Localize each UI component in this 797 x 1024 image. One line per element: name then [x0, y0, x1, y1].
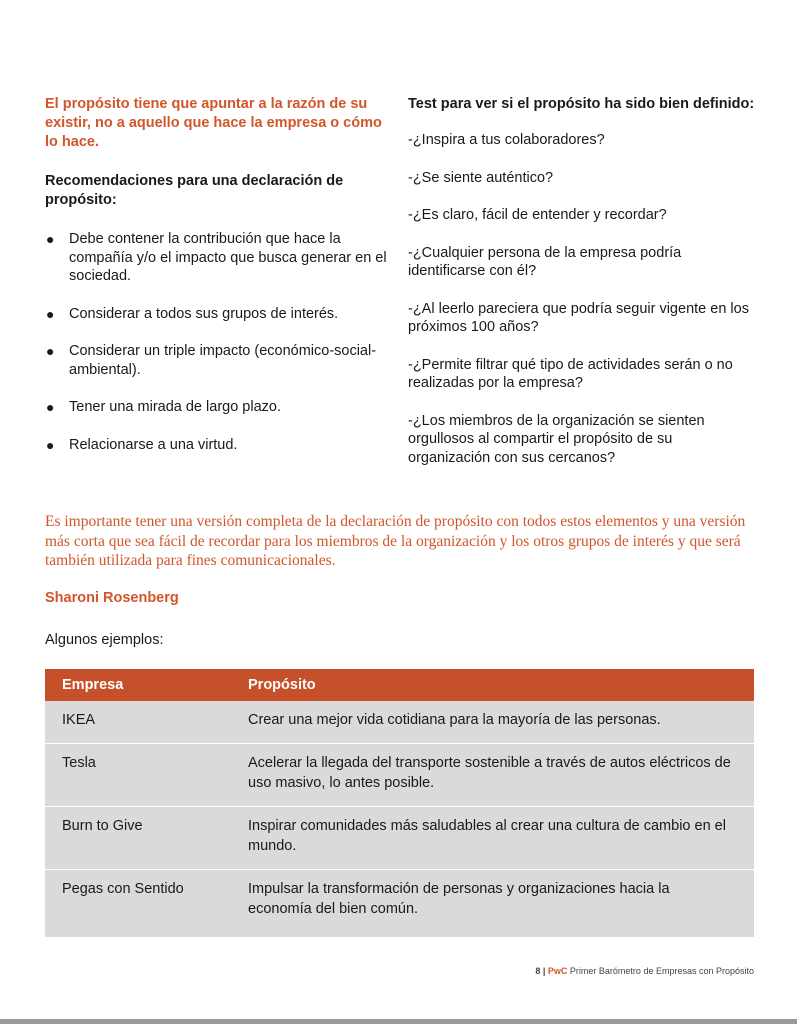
quote-author: Sharoni Rosenberg: [45, 590, 179, 606]
cell-proposito: Acelerar la llegada del transporte sostenible a través de autos eléctricos de uso masivo, lo antes posible.: [248, 743, 754, 806]
page-footer: [535, 966, 754, 976]
pull-quote: Es importante tener una versión completa de la declaración de propósito con todos estos elementos y una versión más corta que sea fácil de recordar para los miembros de la organización y los otros grupos de interés y que será también utilizada para fines comunicacionales.: [45, 513, 746, 569]
question-item: -¿Se siente auténtico?: [408, 169, 554, 186]
test-heading: Test para ver si el propósito ha sido bien definido:: [408, 96, 755, 112]
left-column: [45, 95, 390, 473]
column-header-proposito: Propósito: [248, 669, 754, 701]
cell-empresa: IKEA: [45, 701, 248, 743]
cell-proposito: Crear una mejor vida cotidiana para la mayoría de las personas.: [248, 701, 754, 743]
cell-empresa: Pegas con Sentido: [45, 869, 248, 937]
question-item: -¿Los miembros de la organización se sienten orgullosos al compartir el propósito de su organización con sus cercanos?: [408, 412, 705, 466]
cell-empresa: Tesla: [45, 743, 248, 806]
cell-proposito: Inspirar comunidades más saludables al crear una cultura de cambio en el mundo.: [248, 806, 754, 869]
question-item: -¿Cualquier persona de la empresa podría identificarse con él?: [408, 244, 682, 279]
list-item: ● Debe contener la contribución que hace la compañía y/o el impacto que busca generar en el sociedad.: [46, 231, 387, 284]
list-item: ● Tener una mirada de largo plazo.: [46, 399, 281, 415]
cell-proposito: Impulsar la transformación de personas y organizaciones hacia la economía del bien común.: [248, 869, 754, 937]
table-row: [45, 701, 754, 743]
table-row: [45, 743, 754, 806]
examples-table: [45, 669, 754, 937]
page-number: 8 |: [535, 966, 546, 976]
list-item: ● Relacionarse a una virtud.: [46, 436, 238, 453]
purpose-heading: El propósito tiene que apuntar a la razón de su existir, no a aquello que hace la empresa o cómo lo hace.: [45, 96, 382, 150]
bottom-divider: [0, 1019, 797, 1024]
table-row: [45, 869, 754, 937]
right-column: [408, 95, 758, 486]
bullet-icon: ●: [46, 231, 55, 247]
table-header-row: [45, 669, 754, 701]
bullet-icon: ●: [46, 343, 55, 359]
report-title: Primer Barómetro de Empresas con Propósito: [569, 966, 754, 976]
bullet-icon: ●: [46, 399, 55, 415]
column-header-empresa: Empresa: [45, 669, 248, 701]
table-row: [45, 806, 754, 869]
list-item: ● Considerar un triple impacto (económico-social-ambiental).: [46, 343, 377, 378]
bullet-icon: ●: [46, 305, 55, 322]
recommendations-list: [45, 230, 390, 454]
bullet-icon: ●: [46, 436, 55, 453]
question-item: -¿Al leerlo pareciera que podría seguir vigente en los próximos 100 años?: [408, 300, 749, 335]
recommendations-heading: Recomendaciones para una declaración de propósito:: [45, 173, 344, 208]
question-item: -¿Es claro, fácil de entender y recordar?: [408, 207, 667, 223]
test-questions: [408, 131, 758, 467]
brand-name: PwC: [547, 966, 568, 976]
cell-empresa: Burn to Give: [45, 806, 248, 869]
examples-label: Algunos ejemplos:: [45, 632, 164, 648]
question-item: -¿Inspira a tus colaboradores?: [408, 132, 605, 148]
list-item: ● Considerar a todos sus grupos de interés.: [46, 305, 339, 322]
question-item: -¿Permite filtrar qué tipo de actividades serán o no realizadas por la empresa?: [408, 356, 733, 391]
